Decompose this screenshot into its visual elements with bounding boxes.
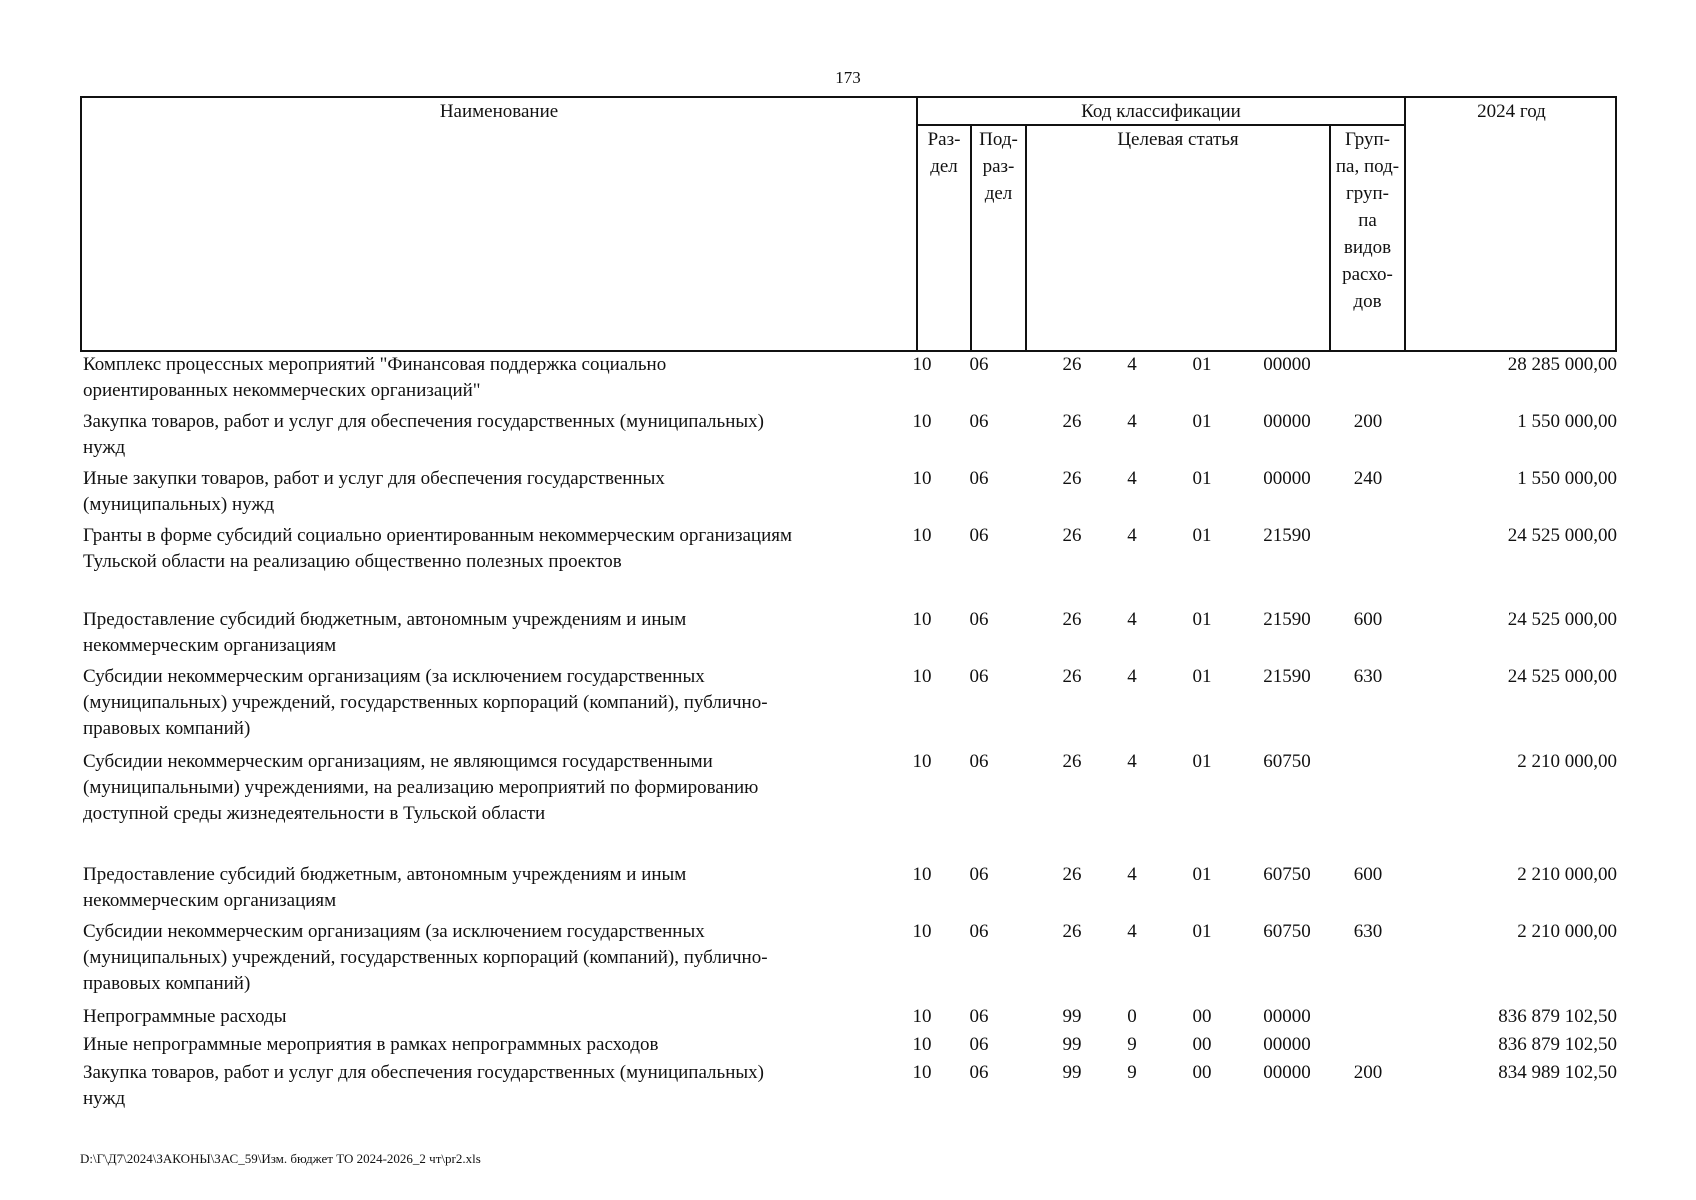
- row-t2: 4: [1127, 411, 1137, 432]
- row-razdel: 10: [912, 354, 932, 375]
- row-t4: 60750: [1263, 751, 1311, 772]
- header-podrazdel: Под- раз- дел: [979, 129, 1018, 204]
- table-header: [80, 96, 1617, 352]
- row-razdel: 10: [912, 1034, 932, 1055]
- row-amount: 1 550 000,00: [1517, 468, 1617, 489]
- row-podrazdel: 06: [969, 751, 989, 772]
- row-podrazdel: 06: [969, 921, 989, 942]
- row-t2: 9: [1127, 1062, 1137, 1083]
- row-razdel: 10: [912, 1006, 932, 1027]
- row-t2: 4: [1127, 864, 1137, 885]
- row-t4: 00000: [1263, 354, 1311, 375]
- header-divider: [1404, 98, 1406, 350]
- row-amount: 834 989 102,50: [1498, 1062, 1617, 1083]
- row-podrazdel: 06: [969, 1062, 989, 1083]
- row-name: Гранты в форме субсидий социально ориентированным некоммерческим организациям Тульской области на реализацию общественно полезных проектов: [83, 525, 792, 572]
- row-podrazdel: 06: [969, 666, 989, 687]
- row-t2: 4: [1127, 666, 1137, 687]
- row-t1: 26: [1062, 411, 1082, 432]
- row-amount: 24 525 000,00: [1507, 609, 1617, 630]
- row-amount: 836 879 102,50: [1498, 1034, 1617, 1055]
- row-t3: 01: [1192, 751, 1212, 772]
- row-t3: 00: [1192, 1006, 1212, 1027]
- footer-file-path: D:\Г\Д7\2024\ЗАКОНЫ\ЗАС_59\Изм. бюджет ТО 2024-2026_2 чт\pr2.xls: [80, 1151, 481, 1166]
- row-name: Субсидии некоммерческим организациям (за исключением государственных (муниципальных) учреждений, государственных корпораций (компаний), публично- правовых компаний): [83, 921, 768, 994]
- row-t3: 01: [1192, 666, 1212, 687]
- row-t3: 01: [1192, 411, 1212, 432]
- row-amount: 2 210 000,00: [1517, 921, 1617, 942]
- row-name: Субсидии некоммерческим организациям (за исключением государственных (муниципальных) учреждений, государственных корпораций (компаний), публично- правовых компаний): [83, 666, 768, 739]
- row-t2: 4: [1127, 751, 1137, 772]
- row-t4: 60750: [1263, 864, 1311, 885]
- row-t1: 99: [1062, 1006, 1082, 1027]
- row-razdel: 10: [912, 609, 932, 630]
- row-podrazdel: 06: [969, 1006, 989, 1027]
- row-t2: 4: [1127, 921, 1137, 942]
- row-amount: 836 879 102,50: [1498, 1006, 1617, 1027]
- row-podrazdel: 06: [969, 525, 989, 546]
- row-t3: 01: [1192, 354, 1212, 375]
- row-podrazdel: 06: [969, 1034, 989, 1055]
- row-razdel: 10: [912, 525, 932, 546]
- row-name: Предоставление субсидий бюджетным, автономным учреждениям и иным некоммерческим организациям: [83, 864, 687, 911]
- row-t4: 00000: [1263, 1034, 1311, 1055]
- row-t4: 21590: [1263, 525, 1311, 546]
- row-t3: 01: [1192, 864, 1212, 885]
- header-year: 2024 год: [1477, 101, 1546, 122]
- row-group: 240: [1353, 468, 1383, 489]
- row-name: Закупка товаров, работ и услуг для обеспечения государственных (муниципальных) нужд: [83, 1062, 764, 1109]
- row-amount: 24 525 000,00: [1507, 525, 1617, 546]
- row-podrazdel: 06: [969, 411, 989, 432]
- header-code: Код классификации: [1081, 101, 1241, 122]
- row-t3: 01: [1192, 525, 1212, 546]
- header-target: Целевая статья: [1117, 129, 1239, 150]
- row-group: 200: [1353, 411, 1383, 432]
- row-amount: 2 210 000,00: [1517, 751, 1617, 772]
- row-t4: 21590: [1263, 609, 1311, 630]
- row-t1: 26: [1062, 921, 1082, 942]
- row-t1: 26: [1062, 864, 1082, 885]
- row-t2: 4: [1127, 609, 1137, 630]
- row-group: 200: [1353, 1062, 1383, 1083]
- row-name: Непрограммные расходы: [83, 1006, 287, 1027]
- row-t4: 00000: [1263, 1006, 1311, 1027]
- row-group: 600: [1353, 864, 1383, 885]
- row-t3: 00: [1192, 1062, 1212, 1083]
- row-name: Предоставление субсидий бюджетным, автономным учреждениям и иным некоммерческим организациям: [83, 609, 687, 656]
- header-divider: [1025, 126, 1027, 350]
- row-razdel: 10: [912, 666, 932, 687]
- row-t2: 4: [1127, 468, 1137, 489]
- row-t3: 01: [1192, 609, 1212, 630]
- row-t4: 60750: [1263, 921, 1311, 942]
- row-t2: 4: [1127, 525, 1137, 546]
- row-razdel: 10: [912, 468, 932, 489]
- row-name: Комплекс процессных мероприятий "Финансовая поддержка социально ориентированных некоммерческих организаций": [83, 354, 667, 401]
- row-group: 600: [1353, 609, 1383, 630]
- row-podrazdel: 06: [969, 354, 989, 375]
- row-t1: 26: [1062, 609, 1082, 630]
- row-t1: 26: [1062, 525, 1082, 546]
- row-t1: 26: [1062, 354, 1082, 375]
- row-razdel: 10: [912, 1062, 932, 1083]
- row-amount: 1 550 000,00: [1517, 411, 1617, 432]
- row-t3: 01: [1192, 921, 1212, 942]
- row-t2: 4: [1127, 354, 1137, 375]
- row-t1: 26: [1062, 666, 1082, 687]
- row-t3: 01: [1192, 468, 1212, 489]
- row-amount: 2 210 000,00: [1517, 864, 1617, 885]
- row-t4: 00000: [1263, 1062, 1311, 1083]
- header-razdel: Раз- дел: [927, 129, 961, 177]
- page-number: 173: [835, 68, 861, 87]
- row-razdel: 10: [912, 411, 932, 432]
- row-t2: 0: [1127, 1006, 1137, 1027]
- row-t4: 21590: [1263, 666, 1311, 687]
- row-razdel: 10: [912, 864, 932, 885]
- row-name: Иные непрограммные мероприятия в рамках непрограммных расходов: [83, 1034, 659, 1055]
- row-group: 630: [1353, 921, 1383, 942]
- row-t4: 00000: [1263, 411, 1311, 432]
- row-name: Закупка товаров, работ и услуг для обеспечения государственных (муниципальных) нужд: [83, 411, 764, 458]
- row-amount: 24 525 000,00: [1507, 666, 1617, 687]
- row-podrazdel: 06: [969, 468, 989, 489]
- row-name: Субсидии некоммерческим организациям, не являющимся государственными (муниципальными) учреждениями, на реализацию мероприятий по формированию доступной среды жизнедеятельности в Тульской области: [83, 751, 759, 824]
- row-t2: 9: [1127, 1034, 1137, 1055]
- row-t3: 00: [1192, 1034, 1212, 1055]
- row-t4: 00000: [1263, 468, 1311, 489]
- row-t1: 26: [1062, 468, 1082, 489]
- row-name: Иные закупки товаров, работ и услуг для обеспечения государственных (муниципальных) нужд: [83, 468, 665, 515]
- row-t1: 26: [1062, 751, 1082, 772]
- row-t1: 99: [1062, 1034, 1082, 1055]
- row-podrazdel: 06: [969, 609, 989, 630]
- row-razdel: 10: [912, 751, 932, 772]
- header-group: Груп- па, под- груп- па видов расхо- дов: [1335, 129, 1400, 312]
- row-amount: 28 285 000,00: [1507, 354, 1617, 375]
- row-razdel: 10: [912, 921, 932, 942]
- row-group: 630: [1353, 666, 1383, 687]
- header-name: Наименование: [439, 101, 559, 122]
- row-podrazdel: 06: [969, 864, 989, 885]
- row-t1: 99: [1062, 1062, 1082, 1083]
